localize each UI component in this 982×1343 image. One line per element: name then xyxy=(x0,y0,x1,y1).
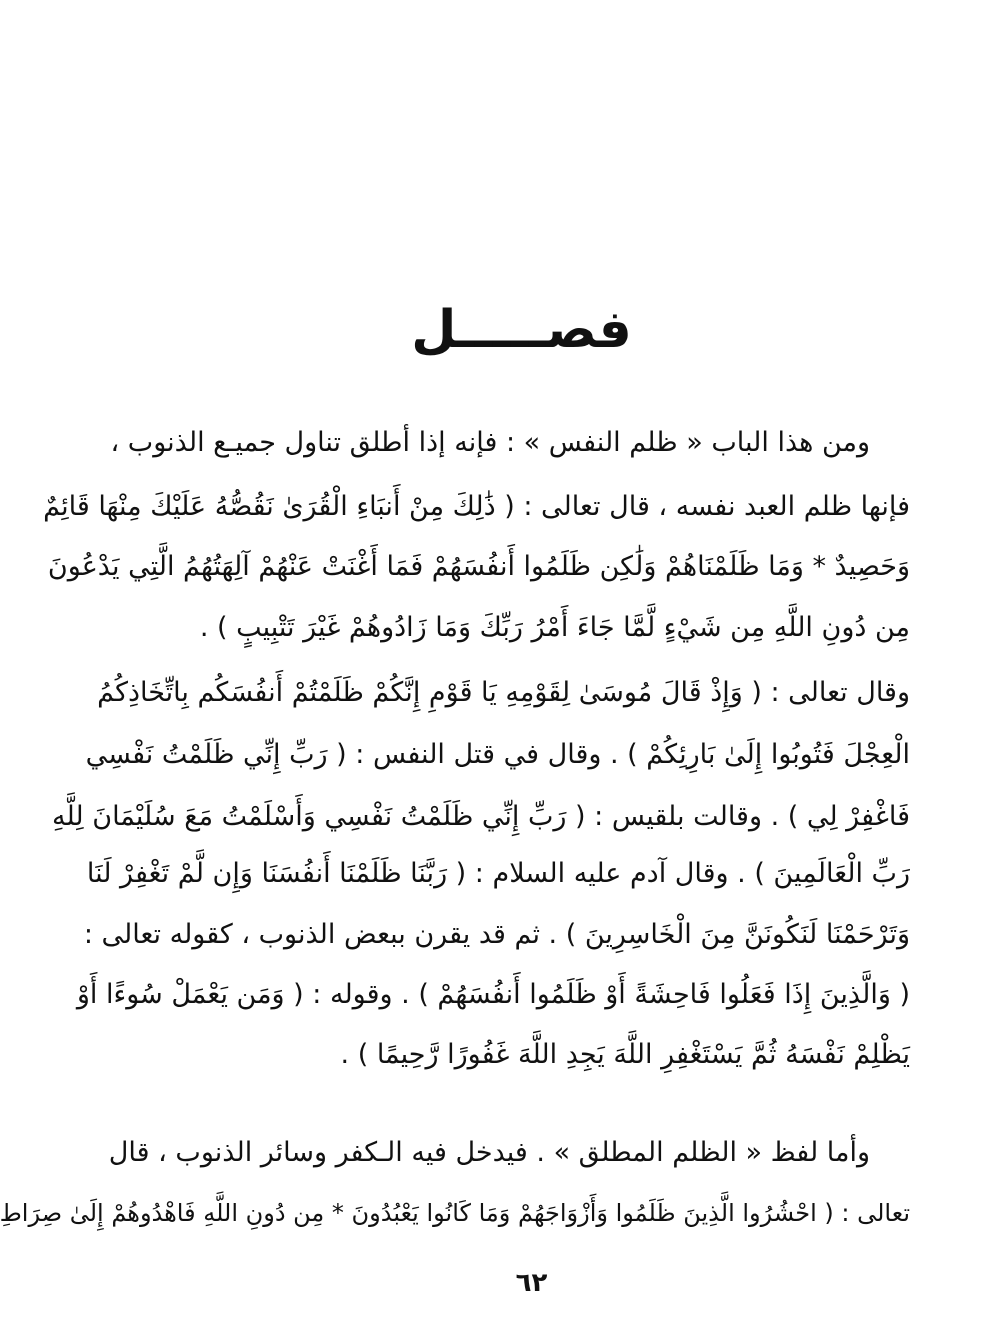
text-line: ومن هذا الباب « ظلم النفس » : فإنه إذا أطلق تناول جميـع الذنوب ، xyxy=(110,427,870,458)
text-line: تعالى : ( احْشُرُوا الَّذِينَ ظَلَمُوا وَأَزْوَاجَهُمْ وَمَا كَانُوا يَعْبُدُونَ * مِن دُونِ اللَّهِ فَاهْدُوهُمْ إِلَىٰ صِرَاطِ xyxy=(0,1199,910,1227)
text-line: وَتَرْحَمْنَا لَنَكُونَنَّ مِنَ الْخَاسِرِينَ ) . ثم قد يقرن ببعض الذنوب ، كقوله تعالى : xyxy=(83,919,910,950)
text-line: وأما لفظ « الظلم المطلق » . فيدخل فيه الـكفر وسائر الذنوب ، قال xyxy=(108,1137,870,1168)
text-line: وَحَصِيدٌ * وَمَا ظَلَمْنَاهُمْ وَلَٰكِن ظَلَمُوا أَنفُسَهُمْ فَمَا أَغْنَتْ عَنْهُمْ آلِهَتُهُمُ الَّتِي يَدْعُونَ xyxy=(47,551,910,582)
text-line: وقال تعالى : ( وَإِذْ قَالَ مُوسَىٰ لِقَوْمِهِ يَا قَوْمِ إِنَّكُمْ ظَلَمْتُمْ أَنفُسَكُم بِاتِّخَاذِكُمُ xyxy=(97,677,910,708)
page-number: ٦٢ xyxy=(515,1268,548,1298)
text-line: ( وَالَّذِينَ إِذَا فَعَلُوا فَاحِشَةً أَوْ ظَلَمُوا أَنفُسَهُمْ ) . وقوله : ( وَمَن يَعْمَلْ سُوءًا أَوْ xyxy=(76,979,910,1010)
text-line: فإنها ظلم العبد نفسه ، قال تعالى : ( ذَٰلِكَ مِنْ أَنبَاءِ الْقُرَىٰ نَقُصُّهُ عَلَيْكَ مِنْهَا قَائِمٌ xyxy=(43,491,910,522)
text-line: مِن دُونِ اللَّهِ مِن شَيْءٍ لَّمَّا جَاءَ أَمْرُ رَبِّكَ وَمَا زَادُوهُمْ غَيْرَ تَتْبِيبٍ ) . xyxy=(199,612,910,643)
section-heading: فصـــــل xyxy=(411,300,632,360)
text-line: الْعِجْلَ فَتُوبُوا إِلَىٰ بَارِئِكُمْ ) . وقال في قتل النفس : ( رَبِّ إِنِّي ظَلَمْتُ نَفْسِي xyxy=(85,739,910,770)
section-heading-container xyxy=(81,300,982,360)
text-line: رَبِّ الْعَالَمِينَ ) . وقال آدم عليه السلام : ( رَبَّنَا ظَلَمْنَا أَنفُسَنَا وَإِن لَّمْ تَغْفِرْ لَنَا xyxy=(86,858,910,889)
text-line: فَاغْفِرْ لِي ) . وقالت بلقيس : ( رَبِّ إِنِّي ظَلَمْتُ نَفْسِي وَأَسْلَمْتُ مَعَ سُلَيْمَانَ لِلَّهِ xyxy=(52,801,910,832)
text-line: يَظْلِمْ نَفْسَهُ ثُمَّ يَسْتَغْفِرِ اللَّهَ يَجِدِ اللَّهَ غَفُورًا رَّحِيمًا ) . xyxy=(340,1039,910,1070)
